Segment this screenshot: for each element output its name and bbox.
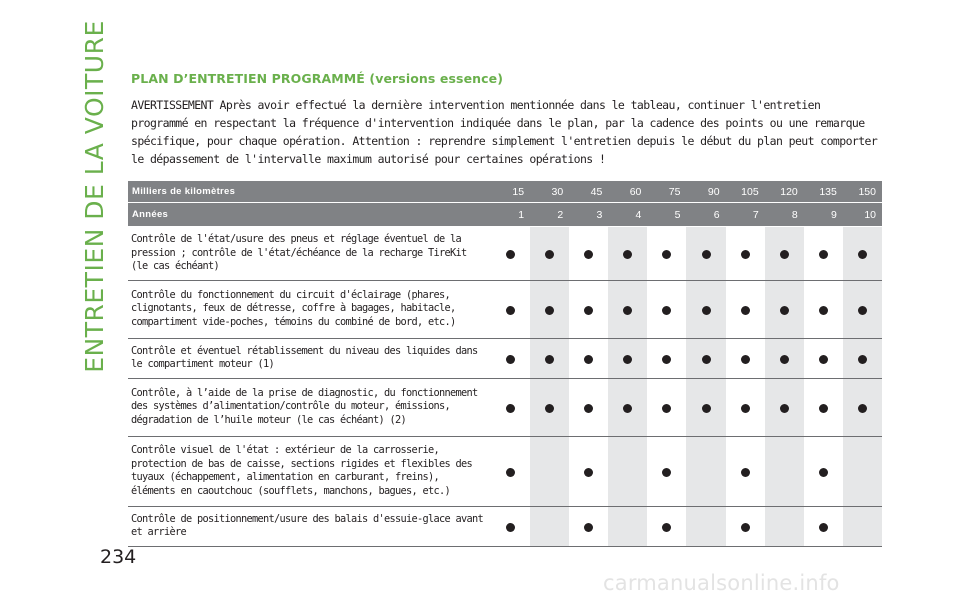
interval-cell <box>491 339 530 379</box>
interval-cell <box>608 227 647 281</box>
scheduled-dot-icon <box>545 355 554 364</box>
interval-cell <box>530 379 569 437</box>
scheduled-dot-icon <box>662 523 671 532</box>
scheduled-dot-icon <box>506 523 515 532</box>
interval-cell <box>686 379 725 437</box>
interval-cell <box>530 281 569 339</box>
table-row <box>128 507 882 547</box>
scheduled-dot-icon <box>623 306 632 315</box>
interval-cell <box>765 507 804 547</box>
interval-cell <box>569 339 608 379</box>
schedule-body <box>128 227 882 547</box>
scheduled-dot-icon <box>741 468 750 477</box>
years-header-row <box>128 203 882 227</box>
operation-description: Contrôle du fonctionnement du circuit d'éclairage (phares, clignotants, feux de détresse, coffre à bagages, habitacle, compartiment vide-poches, témoins du combiné de bord, etc.) <box>128 281 491 339</box>
interval-cell <box>569 281 608 339</box>
scheduled-dot-icon <box>741 404 750 413</box>
km-header-cell: 60 <box>608 181 647 203</box>
interval-cell <box>608 437 647 507</box>
interval-cell <box>726 339 765 379</box>
interval-cell <box>686 281 725 339</box>
scheduled-dot-icon <box>741 355 750 364</box>
scheduled-dot-icon <box>741 523 750 532</box>
years-header-cell: 10 <box>843 203 882 227</box>
scheduled-dot-icon <box>584 250 593 259</box>
scheduled-dot-icon <box>780 355 789 364</box>
interval-cell <box>686 227 725 281</box>
interval-cell <box>804 281 843 339</box>
scheduled-dot-icon <box>702 355 711 364</box>
interval-cell <box>765 437 804 507</box>
scheduled-dot-icon <box>662 306 671 315</box>
scheduled-dot-icon <box>662 250 671 259</box>
interval-cell <box>726 281 765 339</box>
interval-cell <box>843 437 882 507</box>
scheduled-dot-icon <box>858 250 867 259</box>
interval-cell <box>491 437 530 507</box>
km-header-cell: 90 <box>686 181 725 203</box>
scheduled-dot-icon <box>819 404 828 413</box>
interval-cell <box>647 281 686 339</box>
scheduled-dot-icon <box>819 250 828 259</box>
table-row <box>128 379 882 437</box>
scheduled-dot-icon <box>584 468 593 477</box>
scheduled-dot-icon <box>623 250 632 259</box>
interval-cell <box>569 227 608 281</box>
interval-cell <box>843 379 882 437</box>
years-header-cell: 7 <box>726 203 765 227</box>
interval-cell <box>686 507 725 547</box>
scheduled-dot-icon <box>662 468 671 477</box>
years-header-cell: 5 <box>647 203 686 227</box>
years-header-cell: 4 <box>608 203 647 227</box>
km-header-cell: 105 <box>726 181 765 203</box>
scheduled-dot-icon <box>702 404 711 413</box>
scheduled-dot-icon <box>584 306 593 315</box>
interval-cell <box>804 507 843 547</box>
table-row <box>128 339 882 379</box>
interval-cell <box>491 281 530 339</box>
interval-cell <box>491 507 530 547</box>
table-row <box>128 281 882 339</box>
years-header-cell: 8 <box>765 203 804 227</box>
watermark: carmanualsonline.info <box>603 571 840 595</box>
interval-cell <box>530 339 569 379</box>
scheduled-dot-icon <box>506 468 515 477</box>
scheduled-dot-icon <box>858 355 867 364</box>
table-row <box>128 227 882 281</box>
years-header-cell: 1 <box>491 203 530 227</box>
interval-cell <box>530 437 569 507</box>
scheduled-dot-icon <box>545 404 554 413</box>
operation-description: Contrôle de l'état/usure des pneus et réglage éventuel de la pression ; contrôle de l'état/échéance de la recharge TireKit (le cas échéant) <box>128 227 491 281</box>
scheduled-dot-icon <box>819 468 828 477</box>
scheduled-dot-icon <box>545 250 554 259</box>
scheduled-dot-icon <box>506 306 515 315</box>
interval-cell <box>765 339 804 379</box>
operation-description: Contrôle, à l’aide de la prise de diagnostic, du fonctionnement des systèmes d’alimentation/contrôle du moteur, émissions, dégradation de l’huile moteur (le cas échéant) (2) <box>128 379 491 437</box>
scheduled-dot-icon <box>780 306 789 315</box>
km-header-cell: 30 <box>530 181 569 203</box>
scheduled-dot-icon <box>584 355 593 364</box>
interval-cell <box>843 339 882 379</box>
interval-cell <box>647 227 686 281</box>
interval-cell <box>843 281 882 339</box>
interval-cell <box>530 507 569 547</box>
scheduled-dot-icon <box>819 306 828 315</box>
km-header-cell: 15 <box>491 181 530 203</box>
interval-cell <box>491 227 530 281</box>
years-header-cell: 6 <box>686 203 725 227</box>
scheduled-dot-icon <box>545 306 554 315</box>
scheduled-dot-icon <box>662 404 671 413</box>
interval-cell <box>686 437 725 507</box>
scheduled-dot-icon <box>741 306 750 315</box>
km-header-cell: 45 <box>569 181 608 203</box>
operation-description: Contrôle et éventuel rétablissement du niveau des liquides dans le compartiment moteur (1) <box>128 339 491 379</box>
interval-cell <box>843 227 882 281</box>
scheduled-dot-icon <box>858 306 867 315</box>
scheduled-dot-icon <box>623 404 632 413</box>
scheduled-dot-icon <box>702 250 711 259</box>
km-header-row <box>128 181 882 203</box>
side-chapter-title <box>79 19 109 373</box>
interval-cell <box>726 437 765 507</box>
interval-cell <box>686 339 725 379</box>
scheduled-dot-icon <box>662 355 671 364</box>
scheduled-dot-icon <box>584 404 593 413</box>
scheduled-dot-icon <box>741 250 750 259</box>
interval-cell <box>530 227 569 281</box>
interval-cell <box>765 227 804 281</box>
km-header-cell: 120 <box>765 181 804 203</box>
interval-cell <box>491 379 530 437</box>
scheduled-dot-icon <box>584 523 593 532</box>
interval-cell <box>647 507 686 547</box>
interval-cell <box>569 507 608 547</box>
interval-cell <box>569 437 608 507</box>
table-row <box>128 437 882 507</box>
maintenance-schedule-table <box>128 181 882 547</box>
interval-cell <box>804 227 843 281</box>
interval-cell <box>647 379 686 437</box>
scheduled-dot-icon <box>858 404 867 413</box>
interval-cell <box>765 281 804 339</box>
km-header-cell: 75 <box>647 181 686 203</box>
interval-cell <box>608 339 647 379</box>
interval-cell <box>726 379 765 437</box>
scheduled-dot-icon <box>623 355 632 364</box>
side-chapter-title-text: ENTRETIEN DE LA VOITURE <box>79 19 109 373</box>
interval-cell <box>726 507 765 547</box>
interval-cell <box>647 339 686 379</box>
interval-cell <box>726 227 765 281</box>
interval-cell <box>804 437 843 507</box>
scheduled-dot-icon <box>506 250 515 259</box>
scheduled-dot-icon <box>819 355 828 364</box>
years-header-label: Années <box>128 203 491 227</box>
scheduled-dot-icon <box>506 404 515 413</box>
operation-description: Contrôle visuel de l'état : extérieur de la carrosserie, protection de bas de caisse, sections rigides et flexibles des tuyaux (échappement, alimentation en carburant, freins), éléments en caoutchouc (soufflets, manchons, bagues, etc.) <box>128 437 491 507</box>
scheduled-dot-icon <box>819 523 828 532</box>
interval-cell <box>804 379 843 437</box>
km-header-cell: 150 <box>843 181 882 203</box>
interval-cell <box>843 507 882 547</box>
interval-cell <box>608 281 647 339</box>
page-number: 234 <box>100 546 137 568</box>
scheduled-dot-icon <box>702 306 711 315</box>
interval-cell <box>765 379 804 437</box>
interval-cell <box>804 339 843 379</box>
interval-cell <box>608 379 647 437</box>
km-header-label: Milliers de kilomètres <box>128 181 491 203</box>
years-header-cell: 3 <box>569 203 608 227</box>
interval-cell <box>608 507 647 547</box>
years-header-cell: 2 <box>530 203 569 227</box>
section-heading: PLAN D’ENTRETIEN PROGRAMMÉ (versions essence) <box>131 71 504 86</box>
warning-paragraph: AVERTISSEMENT Après avoir effectué la dernière intervention mentionnée dans le tableau, continuer l'entretien programmé en respectant la fréquence d'intervention indiquée dans le plan, par la cadence des points ou une remarque spécifique, pour chaque opération. Attention : reprendre simplement l'entretien depuis le début du plan peut comporter le dépassement de l'intervalle maximum autorisé pour certaines opérations ! <box>131 98 878 166</box>
km-header-cell: 135 <box>804 181 843 203</box>
operation-description: Contrôle de positionnement/usure des balais d'essuie-glace avant et arrière <box>128 507 491 547</box>
scheduled-dot-icon <box>780 250 789 259</box>
scheduled-dot-icon <box>506 355 515 364</box>
years-header-cell: 9 <box>804 203 843 227</box>
scheduled-dot-icon <box>780 404 789 413</box>
interval-cell <box>647 437 686 507</box>
interval-cell <box>569 379 608 437</box>
